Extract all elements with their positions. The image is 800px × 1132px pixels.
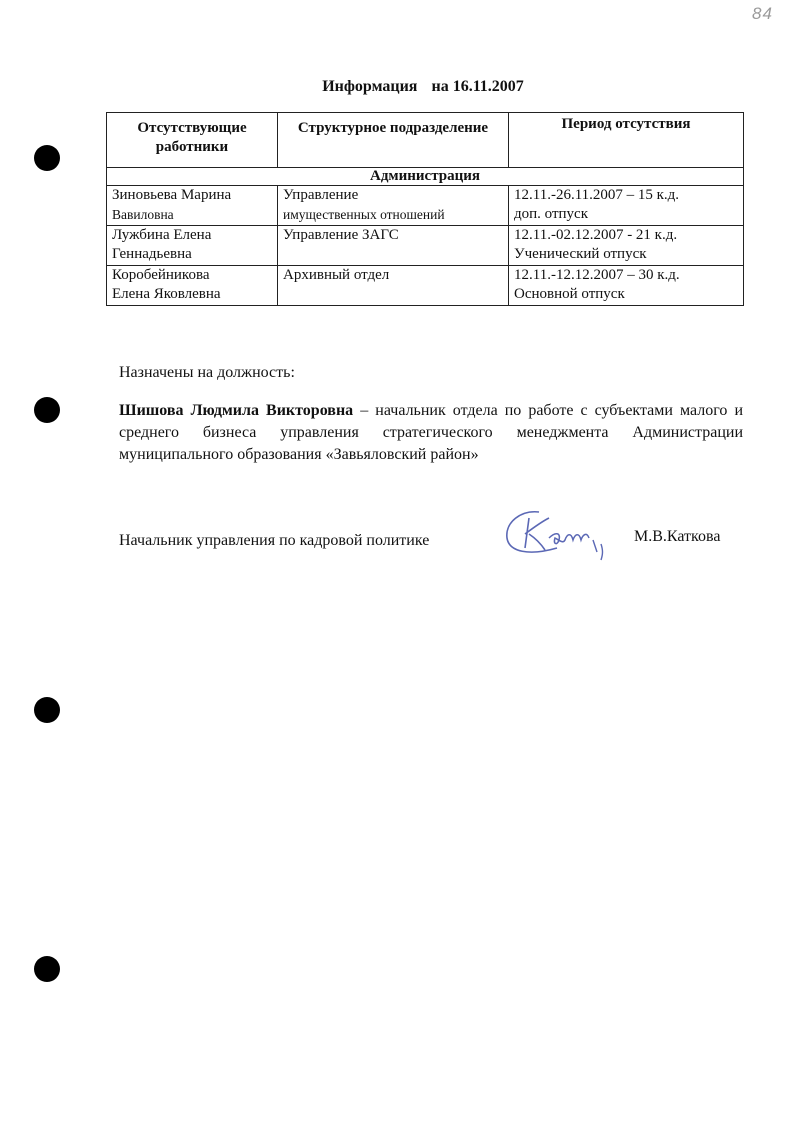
handwritten-signature xyxy=(499,504,619,564)
leave-type: доп. отпуск xyxy=(514,206,588,222)
period-dates: 12.11.-26.11.2007 – 15 к.д. xyxy=(514,187,680,203)
appointed-heading: Назначены на должность: xyxy=(119,364,295,381)
department-line: Управление xyxy=(283,187,359,203)
employee-name-line: Вавиловна xyxy=(112,207,174,222)
employee-cell xyxy=(107,266,278,306)
appointment-text: – начальник отдела по работе с субъектами малого и среднего бизнеса управления стратегического менеджмента Администрации муниципального образования «Завьяловский район» xyxy=(119,402,744,463)
employee-name-line: Елена Яковлевна xyxy=(112,286,221,302)
table-header-row xyxy=(107,113,744,168)
signer-position: Начальник управления по кадровой политике xyxy=(119,532,430,549)
employee-surname-line: Зиновьева Марина xyxy=(112,187,232,203)
table-row xyxy=(107,226,744,266)
employee-name-line: Геннадьевна xyxy=(112,246,192,262)
signature-block xyxy=(119,528,749,568)
header-period: Период отсутствия xyxy=(509,113,744,168)
department-line: Управление ЗАГС xyxy=(283,227,399,243)
department-line: имущественных отношений xyxy=(283,207,445,222)
absence-table xyxy=(106,112,744,306)
document-title xyxy=(0,78,800,96)
department-cell xyxy=(278,226,509,266)
leave-type: Ученический отпуск xyxy=(514,246,647,262)
punch-hole xyxy=(34,956,60,982)
period-cell xyxy=(509,226,744,266)
department-line: Архивный отдел xyxy=(283,267,390,283)
punch-hole xyxy=(34,145,60,171)
period-dates: 12.11.-12.12.2007 – 30 к.д. xyxy=(514,267,680,283)
section-label: Администрация xyxy=(107,168,744,186)
department-cell xyxy=(278,186,509,226)
punch-hole xyxy=(34,697,60,723)
title-label: Информация xyxy=(322,78,418,95)
header-employees: Отсутствующие работники xyxy=(107,113,278,168)
employee-cell xyxy=(107,226,278,266)
header-department: Структурное подразделение xyxy=(278,113,509,168)
signer-name: М.В.Каткова xyxy=(634,528,721,545)
section-row xyxy=(107,168,744,186)
employee-surname-line: Коробейникова xyxy=(112,267,210,283)
title-date: на 16.11.2007 xyxy=(431,78,524,95)
page-number: 84 xyxy=(752,4,773,23)
table-row xyxy=(107,266,744,306)
employee-cell xyxy=(107,186,278,226)
leave-type: Основной отпуск xyxy=(514,286,625,302)
punch-hole xyxy=(34,397,60,423)
period-dates: 12.11.-02.12.2007 - 21 к.д. xyxy=(514,227,678,243)
period-cell xyxy=(509,186,744,226)
period-cell xyxy=(509,266,744,306)
appointee-name: Шишова Людмила Викторовна xyxy=(119,402,354,419)
table-row xyxy=(107,186,744,226)
appointment-paragraph xyxy=(119,400,743,466)
employee-surname-line: Лужбина Елена xyxy=(112,227,212,243)
department-cell xyxy=(278,266,509,306)
